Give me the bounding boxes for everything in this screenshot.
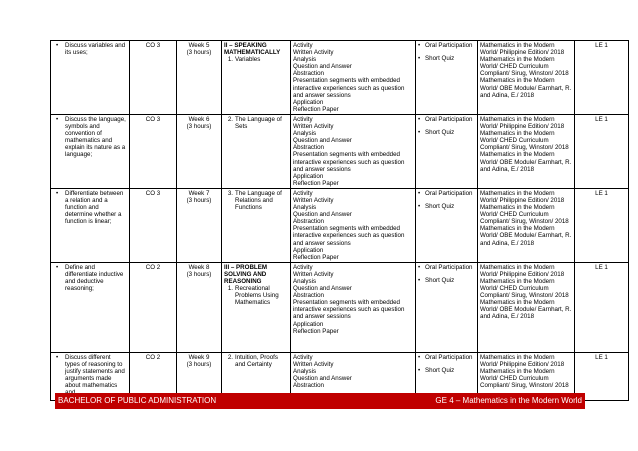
assessment-text: Oral Participation xyxy=(425,353,473,361)
bullet-icon: • xyxy=(418,55,421,63)
assessment-item xyxy=(418,116,475,123)
bullet-icon: • xyxy=(418,263,421,271)
assessment-item xyxy=(418,354,475,361)
objective-bullet-item xyxy=(53,264,127,292)
course-outcome: CO 3 xyxy=(145,115,161,123)
learning-evidence-cell xyxy=(575,41,629,115)
objective-text: Discuss different types of reasoning to justify statements and arguments made about mathematics xyxy=(65,353,125,390)
activity-item: Analysis xyxy=(293,130,317,138)
course-outcome: CO 2 xyxy=(145,263,161,271)
assessment-cell xyxy=(416,114,478,188)
objective-cell xyxy=(51,262,130,352)
activity-item: Written Activity xyxy=(293,270,334,278)
learning-evidence: LE 1 xyxy=(595,189,608,197)
assessment-text: Short Quiz xyxy=(425,366,455,374)
activity-item: Presentation segments with embedded interactive experiences such as question and answer sessions xyxy=(293,77,405,99)
topic-number: 2. xyxy=(227,353,233,361)
bullet-icon: • xyxy=(56,189,59,197)
assessment-item xyxy=(418,264,475,271)
assessment-item xyxy=(418,129,475,136)
topic-text: The Language of Relations and Functions xyxy=(235,189,282,212)
assessment-text: Short Quiz xyxy=(425,276,455,284)
syllabus-table-body xyxy=(51,41,629,401)
course-outcome: CO 2 xyxy=(145,353,161,361)
activity-item: Application xyxy=(293,172,324,180)
table-row xyxy=(51,114,629,188)
assessment-cell xyxy=(416,41,478,115)
activity-item: Reflection Paper xyxy=(293,253,339,261)
activities-cell xyxy=(291,262,416,352)
bullet-icon: • xyxy=(56,115,59,123)
topic-numbered-item xyxy=(224,354,288,368)
activity-item: Activity xyxy=(293,263,313,271)
objective-cell xyxy=(51,114,130,188)
objective-cell xyxy=(51,188,130,262)
activity-item: Analysis xyxy=(293,204,317,212)
topic-cell xyxy=(222,41,291,115)
activity-item: Presentation segments with embedded interactive experiences such as question and answer sessions xyxy=(293,225,405,247)
bullet-icon: • xyxy=(418,115,421,123)
topic-numbered-item xyxy=(224,56,288,63)
week-cell xyxy=(177,114,222,188)
assessment-cell xyxy=(416,188,478,262)
activity-item: Analysis xyxy=(293,278,317,285)
objective-bullet-item xyxy=(53,116,127,159)
assessment-text: Short Quiz xyxy=(425,129,455,137)
activity-item: Application xyxy=(293,246,324,254)
assessment-item xyxy=(418,42,475,49)
bullet-icon: • xyxy=(56,263,59,271)
assessment-item xyxy=(418,55,475,62)
table-row xyxy=(51,188,629,262)
page-footer xyxy=(55,393,585,409)
activity-item: Written Activity xyxy=(293,360,334,368)
bullet-icon: • xyxy=(418,353,421,361)
activity-item: Reflection Paper xyxy=(293,179,339,187)
topic-number: 1. xyxy=(227,285,233,293)
topic-heading: III – PROBLEM SOLVING AND REASONING xyxy=(224,263,267,285)
assessment-text: Oral Participation xyxy=(425,42,473,49)
objective-text: Differentiate between a relation and a function and determine whether a function is linear; xyxy=(65,189,124,226)
activity-item: Activity xyxy=(293,353,313,361)
bullet-icon: • xyxy=(418,189,421,197)
assessment-text: Short Quiz xyxy=(425,55,455,63)
activities-cell xyxy=(291,188,416,262)
activity-item: Presentation segments with embedded interactive experiences such as question and answer sessions xyxy=(293,299,405,321)
learning-evidence-cell xyxy=(575,188,629,262)
topic-text: Recreational Problems Using Mathematics xyxy=(235,285,279,307)
objective-bullet-item xyxy=(53,190,127,225)
week-hours: (3 hours) xyxy=(186,49,212,57)
activity-item: Written Activity xyxy=(293,123,334,131)
course-outcome: CO 3 xyxy=(145,42,161,49)
table-row xyxy=(51,262,629,352)
week-hours: (3 hours) xyxy=(186,196,212,204)
activity-item: Abstraction xyxy=(293,292,324,300)
course-outcome-cell xyxy=(130,114,177,188)
reference-cell xyxy=(478,262,575,352)
reference-cell xyxy=(478,41,575,115)
topic-text: Variables xyxy=(235,56,261,64)
objective-text: Discuss variables and its uses; xyxy=(65,42,126,57)
topic-cell xyxy=(222,262,291,352)
learning-evidence: LE 1 xyxy=(595,115,608,123)
week-cell xyxy=(177,262,222,352)
activity-item: Question and Answer xyxy=(293,375,352,383)
course-outcome: CO 3 xyxy=(145,189,161,197)
week-cell xyxy=(177,188,222,262)
bullet-icon: • xyxy=(418,276,421,284)
reference-text: Mathematics in the Modern World/ Philippine Edition/ 2018 Mathematics in the Modern World/ CHED Curriculum Compliant/ Sirug, Winston/ 2018 Mathematics in the Modern World/ OBE Module/ Earnhart, R. and Adina, E./ 2018 xyxy=(480,115,572,173)
course-outcome-cell xyxy=(130,262,177,352)
assessment-cell xyxy=(416,262,478,352)
bullet-icon: • xyxy=(418,129,421,137)
activity-item: Abstraction xyxy=(293,144,324,152)
learning-evidence-cell xyxy=(575,114,629,188)
reference-cell xyxy=(478,188,575,262)
reference-text: Mathematics in the Modern World/ Philippine Edition/ 2018 Mathematics in the Modern World/ CHED Curriculum Compliant/ Sirug, Winston/ 2018 Mathematics in the Modern World/ OBE Module/ Earnhart, R. and Adina, E./ 2018 xyxy=(480,42,572,99)
activity-item: Analysis xyxy=(293,56,317,64)
objective-text: Define and differentiate inductive and deductive reasoning; xyxy=(65,263,124,293)
assessment-item xyxy=(418,277,475,284)
reference-text: Mathematics in the Modern World/ Philippine Edition/ 2018 Mathematics in the Modern World/ CHED Curriculum Compliant/ Sirug, Winston/ 2018 Mathematics in the Modern World/ OBE Module/ Earnhart, R. and Adina, E./ 2018 xyxy=(480,263,572,321)
week-hours: (3 hours) xyxy=(186,360,212,368)
bullet-icon: • xyxy=(418,42,421,49)
footer-program-name: BACHELOR OF PUBLIC ADMINISTRATION xyxy=(58,396,217,405)
activities-cell xyxy=(291,41,416,115)
activity-item: Abstraction xyxy=(293,218,324,226)
activity-item: Activity xyxy=(293,115,313,123)
topic-numbered-item xyxy=(224,190,288,211)
learning-evidence: LE 1 xyxy=(595,263,608,271)
assessment-item xyxy=(418,367,475,374)
topic-cell xyxy=(222,114,291,188)
assessment-text: Oral Participation xyxy=(425,115,473,123)
week-hours: (3 hours) xyxy=(186,270,212,278)
week-cell xyxy=(177,41,222,115)
topic-heading: II – SPEAKING MATHEMATICALLY xyxy=(224,42,281,57)
topic-numbered-item xyxy=(224,116,288,130)
activity-item: Reflection Paper xyxy=(293,327,339,335)
course-outcome-cell xyxy=(130,188,177,262)
syllabus-table xyxy=(50,40,629,401)
footer-course-name: GE 4 – Mathematics in the Modern World xyxy=(435,396,582,405)
activity-item: Question and Answer xyxy=(293,285,352,293)
week-hours: (3 hours) xyxy=(186,123,212,131)
activity-item: Presentation segments with embedded interactive experiences such as question and answer sessions xyxy=(293,151,405,173)
assessment-item xyxy=(418,190,475,197)
reference-text: Mathematics in the Modern World/ Philippine Edition/ 2018 Mathematics in the Modern World/ CHED Curriculum Compliant/ Sirug, Winston/ 2018 Mathematics in the Modern World/ OBE Module/ Earnhart, R. and Adina, E./ 2018 xyxy=(480,189,572,247)
activity-item: Question and Answer xyxy=(293,137,352,145)
learning-evidence: LE 1 xyxy=(595,42,608,49)
activities-cell xyxy=(291,114,416,188)
activity-item: Written Activity xyxy=(293,49,334,57)
topic-number: 2. xyxy=(227,115,233,123)
activity-item: Written Activity xyxy=(293,196,334,204)
topic-number: 1. xyxy=(227,56,233,64)
assessment-text: Oral Participation xyxy=(425,263,473,271)
week-label: Week 9 xyxy=(188,353,210,361)
objective-text: Discuss the language, symbols and convention of mathematics and explain its nature as a language; xyxy=(65,115,126,159)
activity-item: Activity xyxy=(293,189,313,197)
objective-bullet-item xyxy=(53,42,127,56)
activity-item: Application xyxy=(293,320,324,328)
bullet-icon: • xyxy=(56,353,59,361)
topic-text: Intuition, Proofs and Certainty xyxy=(235,353,278,368)
activity-item: Reflection Paper xyxy=(293,105,339,113)
assessment-text: Short Quiz xyxy=(425,202,455,210)
reference-cell xyxy=(478,114,575,188)
learning-evidence-cell xyxy=(575,262,629,352)
bullet-icon: • xyxy=(418,202,421,210)
objective-cell xyxy=(51,41,130,115)
week-label: Week 7 xyxy=(188,189,210,197)
topic-text: The Language of Sets xyxy=(235,115,282,131)
activity-item: Analysis xyxy=(293,368,317,375)
table-row xyxy=(51,41,629,115)
course-outcome-cell xyxy=(130,41,177,115)
topic-numbered-item xyxy=(224,285,288,306)
topic-number: 3. xyxy=(227,189,233,197)
activity-item: Question and Answer xyxy=(293,63,352,71)
week-label: Week 5 xyxy=(188,42,210,49)
activity-item: Question and Answer xyxy=(293,211,352,219)
activity-item: Abstraction xyxy=(293,382,324,390)
week-label: Week 6 xyxy=(188,115,210,123)
reference-text: Mathematics in the Modern World/ Philippine Edition/ 2018 Mathematics in the Modern World/ CHED Curriculum Compliant/ Sirug, Winston/ 2018 xyxy=(480,353,569,390)
topic-cell xyxy=(222,188,291,262)
assessment-item xyxy=(418,203,475,210)
activity-item: Application xyxy=(293,98,324,106)
learning-evidence: LE 1 xyxy=(595,353,608,361)
bullet-icon: • xyxy=(56,42,59,49)
objective-bullet-item xyxy=(53,354,127,397)
activity-item: Abstraction xyxy=(293,70,324,78)
bullet-icon: • xyxy=(418,366,421,374)
activity-item: Activity xyxy=(293,42,313,49)
assessment-text: Oral Participation xyxy=(425,189,473,197)
week-label: Week 8 xyxy=(188,263,210,271)
